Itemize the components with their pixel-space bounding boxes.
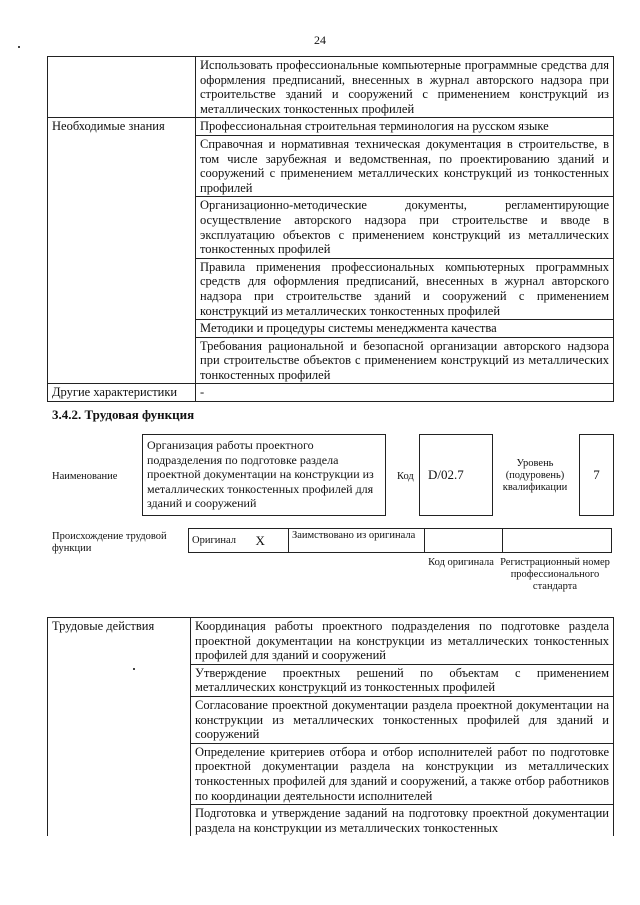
registration-number-cell — [503, 529, 612, 553]
code-box — [419, 434, 493, 516]
function-name: Организация работы проектного подразделения по подготовке раздела проектной документации на конструкции из металлических тонкостенных профилей для зданий и сооружений — [147, 438, 374, 510]
action-text: Координация работы проектного подразделения по подготовке раздела проектной документации на конструкции из металлических тонкостенных профилей для зданий и сооружений — [191, 618, 614, 665]
row-label — [48, 337, 196, 384]
action-text: Согласование проектной документации раздела проектной документации на конструкции из металлических тонкостенных профилей для зданий и сооружений — [191, 696, 614, 743]
code-value: D/02.7 — [428, 467, 464, 482]
row-label — [48, 197, 196, 258]
table-row — [48, 258, 614, 319]
row-text: Профессиональная строительная терминология на русском языке — [196, 118, 614, 136]
row-text: - — [196, 384, 614, 402]
level-box — [579, 434, 614, 516]
action-text: Утверждение проектных решений по объектам с применением металлических конструкций из тонкостенных профилей — [191, 664, 614, 696]
table-row — [48, 118, 614, 136]
level-label: Уровень (подуровень) квалификации — [502, 458, 568, 493]
actions-table — [47, 617, 614, 836]
row-label — [48, 320, 196, 338]
reg-caption: Регистрационный номер профессионального стандарта — [500, 557, 610, 592]
table-row — [48, 135, 614, 196]
page-number: 24 — [314, 33, 326, 47]
origin-table — [188, 528, 612, 553]
table-row — [48, 618, 614, 665]
scan-mark — [18, 46, 20, 48]
action-text: Определение критериев отбора и отбор исполнителей работ по подготовке проектной документации раздела на конструкции из металлических тонкостенных профилей для зданий и сооружений, а также отбор работников по координации деятельности исполнителей — [191, 743, 614, 804]
name-label: Наименование — [52, 471, 118, 482]
origin-label: Происхождение трудовой функции — [52, 531, 167, 554]
row-label — [48, 258, 196, 319]
original-label: Оригинал — [189, 529, 253, 553]
original-mark: X — [253, 529, 289, 553]
action-text: Подготовка и утверждение заданий на подготовку проектной документации раздела на конструкции из металлических тонкостенных — [191, 805, 614, 837]
original-code-cell — [425, 529, 503, 553]
function-name-box — [142, 434, 386, 516]
actions-label: Трудовые действия — [48, 618, 191, 837]
row-text: Требования рациональной и безопасной организации авторского надзора при строительстве объектов с применением конструкций из металлических тонкостенных профилей — [196, 337, 614, 384]
table-row — [48, 337, 614, 384]
code-caption: Код оригинала — [428, 557, 494, 568]
table-row — [48, 384, 614, 402]
section-heading: 3.4.2. Трудовая функция — [52, 407, 195, 422]
row-text: Справочная и нормативная техническая документация в строительстве, в том числе зарубежная и ведомственная, по проектированию зданий и сооружений с применением металлических конструкций из тонкостенных профилей — [196, 135, 614, 196]
level-value: 7 — [593, 467, 600, 482]
row-label: Другие характеристики — [48, 384, 196, 402]
row-label: Необходимые знания — [48, 118, 196, 136]
table-row — [48, 57, 614, 118]
row-label — [48, 135, 196, 196]
knowledge-table — [47, 56, 614, 402]
row-text: Использовать профессиональные компьютерные программные средства для оформления предписаний, внесенных в журнал авторского надзора при строительстве зданий и сооружений с применением конструкций из металлических тонкостенных профилей — [196, 57, 614, 118]
row-label — [48, 57, 196, 118]
row-text: Методики и процедуры системы менеджмента качества — [196, 320, 614, 338]
row-text: Организационно-методические документы, регламентирующие осуществление авторского надзора при строительстве и вводе в эксплуатацию объектов с применением конструкций из металлических тонкостенных профилей — [196, 197, 614, 258]
borrowed-label: Заимствовано из оригинала — [289, 529, 425, 553]
row-text: Правила применения профессиональных компьютерных программных средств для оформления предписаний, внесенных в журнал авторского надзора при строительстве зданий и сооружений с применением конструкций из металлических тонкостенных профилей — [196, 258, 614, 319]
table-row — [48, 197, 614, 258]
code-label: Код — [397, 471, 414, 482]
table-row — [48, 320, 614, 338]
